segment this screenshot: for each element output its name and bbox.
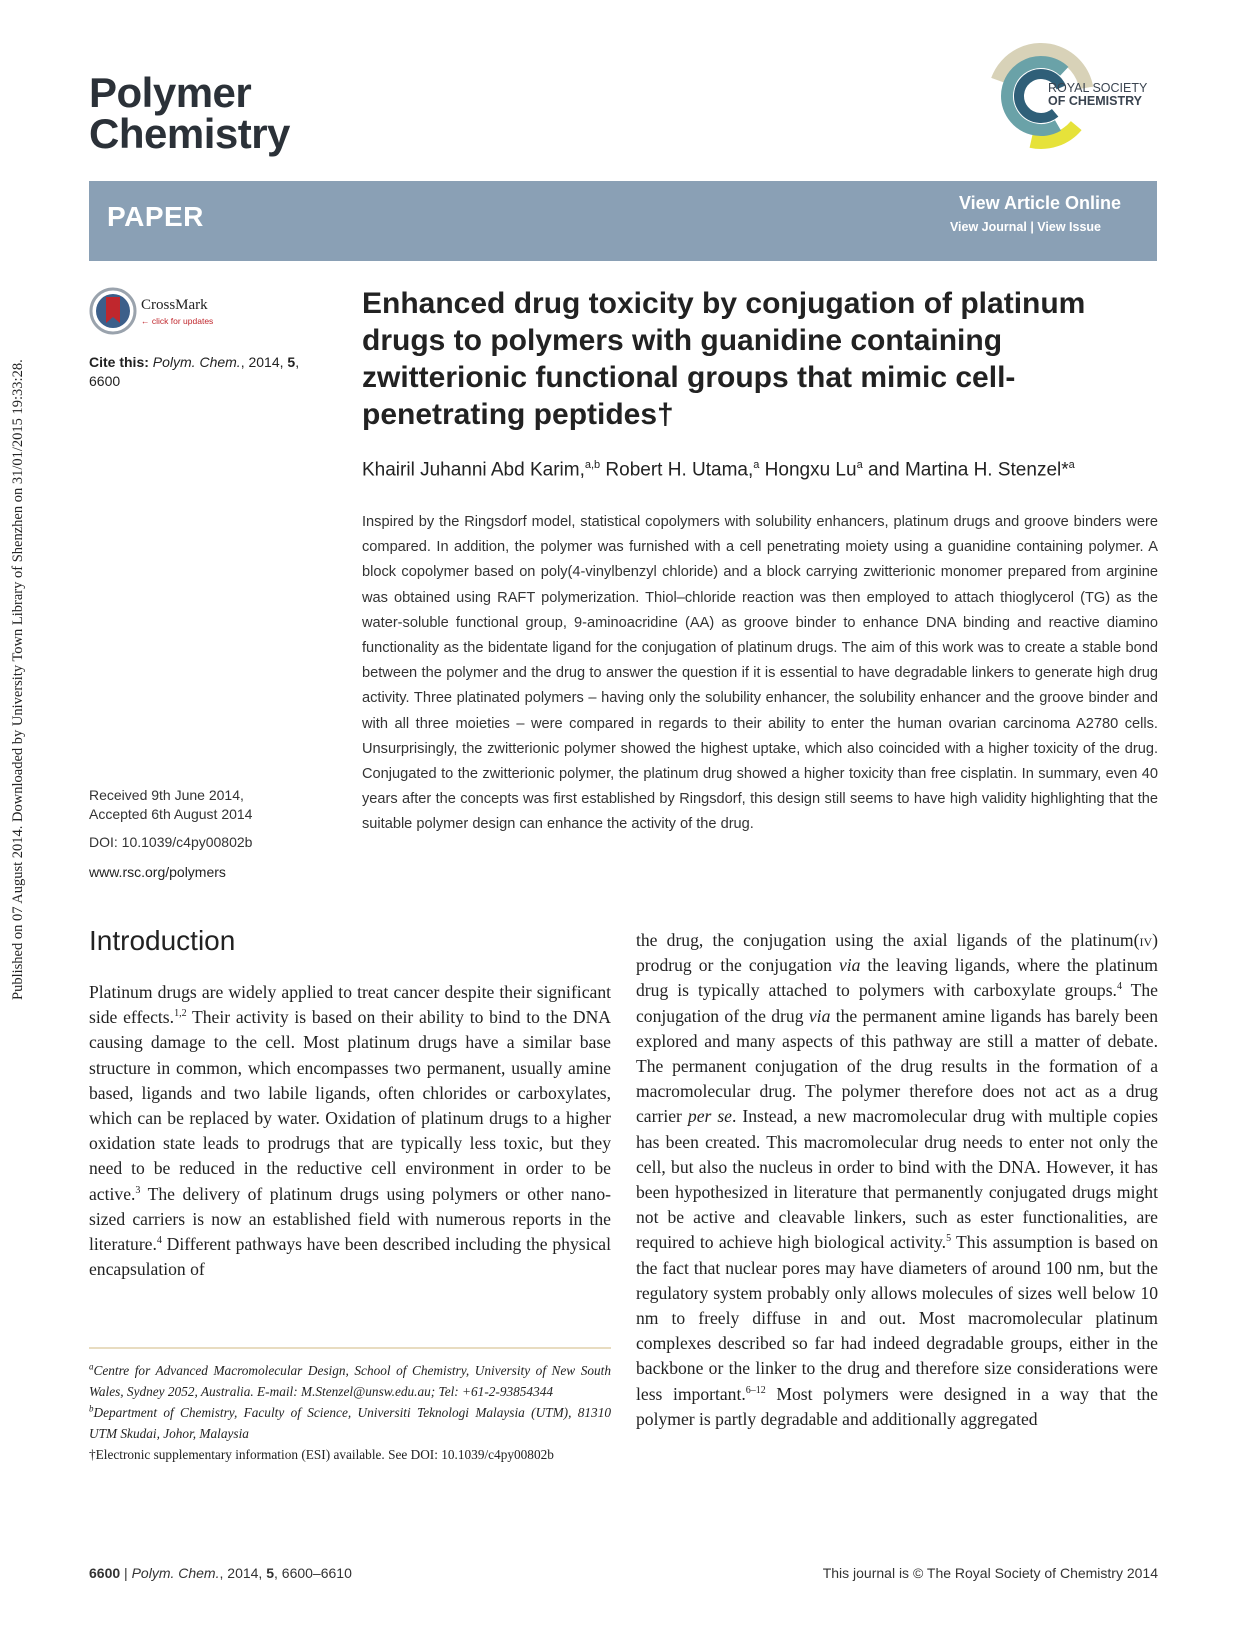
article-type: PAPER [107, 201, 204, 232]
journal-website-link[interactable]: www.rsc.org/polymers [89, 864, 226, 880]
received-dates: Received 9th June 2014, Accepted 6th August 2014 [89, 787, 253, 822]
body-column-left: Platinum drugs are widely applied to treat cancer despite their significant side effects.$^{1,2}$ Their activity is based on their ability to bind to the DNA causing damage to the cell. Most platinum drugs have a similar base structure in common, which encompasses two permanent, usually amine based, ligands and two labile ligands, often chlorides or carboxylates, which can be replaced by water. Oxidation of platinum drugs to a higher oxidation state leads to prodrugs that are typically less toxic, but they need to be reduced in the reductive cell environment in order to be active.$^3$ The delivery of platinum drugs using polymers or other nano-sized carriers is now an established field with numerous reports in the literature.$^4$ Different pathways have been described including the physical encapsulation of [89, 982, 612, 1280]
view-journal-link[interactable]: View Journal [949, 220, 1027, 234]
article-banner [89, 181, 1157, 261]
author-affiliation: a [856, 459, 863, 471]
page-footer-copyright: This journal is © The Royal Society of Chemistry 2014 [822, 1565, 1158, 1581]
page-number: 6600 [89, 1565, 121, 1581]
author-name: Robert H. Utama, [600, 459, 754, 481]
citation-ref[interactable]: 3 [135, 1184, 141, 1196]
section-heading-introduction: Introduction [89, 925, 236, 956]
crossmark-label: CrossMark [141, 297, 208, 313]
citation-ref[interactable]: 5 [946, 1233, 952, 1245]
author-name: Hongxu Lu [759, 459, 857, 481]
author-name: Khairil Juhanni Abd Karim, [362, 459, 585, 481]
crossmark-badge[interactable] [89, 287, 229, 337]
crossmark-icon [89, 287, 137, 335]
link-separator: | [1030, 220, 1034, 234]
footnote-affiliation-b: $^b$Department of Chemistry, Faculty of Science, Universiti Teknologi Malaysia (UTM), 81310 UTM Skudai, Johor, Malaysia [89, 1403, 611, 1441]
view-issue-link[interactable]: View Issue [1037, 220, 1101, 234]
download-watermark: Published on 07 August 2014. Downloaded by University Town Library of Shenzhen on 31/01/2015 19:33:28. [10, 359, 26, 1000]
cite-this: Cite this: Polym. Chem., 2014, 5, 6600 [89, 354, 300, 389]
body-column-right: the drug, the conjugation using the axial ligands of the platinum(iv) prodrug or the conjugation via the leaving ligands, where the platinum drug is typically attached to polymers with carboxylate groups.$^4$ The conjugation of the drug via the permanent amine ligands has barely been explored and many aspects of this pathway are still a matter of debate. The permanent conjugation of the drug results in the formation of a macromolecular drug. The polymer therefore does not act as a drug carrier per se. Instead, a new macromolecular drug with multiple copies has been created. This macromolecular drug needs to enter not only the cell, but also the nucleus in order to bind with the DNA. However, it has been hypothesized in literature that permanently conjugated drugs might not be active and cleavable linkers, such as ester functionalities, are required to achieve high biological activity.$^5$ This assumption is based on the fact that nuclear pores may have diameters of around 100 nm, but the regulatory system probably only allows molecules of sizes well below 10 nm to freely diffuse in and out. Most macromolecular platinum complexes described so far had indeed degradable groups, either in the backbone or the linker to the drug and therefore size considerations were less important.$^{6-12}$ Most polymers were designed in a way that the polymer is partly degradable and additionally aggregated [636, 930, 1159, 1429]
abstract: Inspired by the Ringsdorf model, statistical copolymers with solubility enhancers, platinum drugs and groove binders were compared. In addition, the polymer was furnished with a cell penetrating moiety using a guanidine containing polymer. A block copolymer based on poly(4-vinylbenzyl chloride) and a block carrying zwitterionic monomer prepared from arginine was obtained using RAFT polymerization. Thiol–chloride reaction was then employed to attach thioglycerol (TG) as the water-soluble functional group, 9-aminoacridine (AA) as groove binder to enhance DNA binding and reactive diamino functionality as the bidentate ligand for the conjugation of platinum drugs. The aim of this work was to create a stable bond between the polymer and the drug to answer the question if it is essential to have degradable linkers to generate high drug activity. Three platinated polymers – having only the solubility enhancer, the solubility enhancer and the groove binder and with all three moieties – were compared in regards to their ability to enter the human ovarian carcinoma A2780 cells. Unsurprisingly, the zwitterionic polymer showed the highest uptake, which also coincided with a higher toxicity of the drug. Conjugated to the zwitterionic polymer, the platinum drug showed a higher toxicity than free cisplatin. In summary, even 40 years after the concepts was first established by Ringsdorf, this design still seems to have high validity highlighting that the suitable polymer design can enhance the activity of the drug. [362, 514, 1158, 833]
author-name: and Martina H. Stenzel* [862, 459, 1069, 481]
rsc-logo-text: ROYAL SOCIETY OF CHEMISTRY [1048, 81, 1148, 108]
author-list [362, 459, 1162, 481]
journal-title: Polymer Chemistry [89, 69, 290, 157]
rsc-logo[interactable] [985, 40, 1155, 152]
arrow-left-icon: ← [141, 316, 150, 326]
footnote-divider [89, 1347, 611, 1349]
journal-issue-links [950, 220, 1101, 234]
citation-ref[interactable]: 4 [156, 1235, 162, 1247]
view-article-online-link[interactable]: View Article Online [958, 193, 1121, 213]
footnote-esi: †Electronic supplementary information (ESI) available. See DOI: 10.1039/c4py00802b [89, 1447, 554, 1462]
footnotes [89, 1360, 611, 1465]
doi[interactable]: DOI: 10.1039/c4py00802b [89, 834, 253, 850]
author-affiliation: a [1068, 459, 1075, 471]
article-title: Enhanced drug toxicity by conjugation of platinum drugs to polymers with guanidine containing zwitterionic functional groups that mimic cell-penetrating peptides† [362, 287, 1086, 431]
page-footer-citation: 6600 | Polym. Chem., 2014, 5, 6600–6610 [89, 1565, 352, 1581]
author-affiliation: a [753, 459, 760, 471]
citation-ref[interactable]: 1,2 [174, 1008, 187, 1020]
crossmark-tagline: ← click for updates [141, 316, 214, 326]
footnote-affiliation-a: $^a$Centre for Advanced Macromolecular Design, School of Chemistry, University of New South Wales, Sydney 2052, Australia. E-mail: M.Stenzel@unsw.edu.au; Tel: +61-2-93854344 [89, 1361, 611, 1399]
author-affiliation: a,b [584, 459, 601, 471]
citation-ref[interactable]: 6–12 [745, 1384, 766, 1396]
citation-ref[interactable]: 4 [1116, 981, 1122, 993]
